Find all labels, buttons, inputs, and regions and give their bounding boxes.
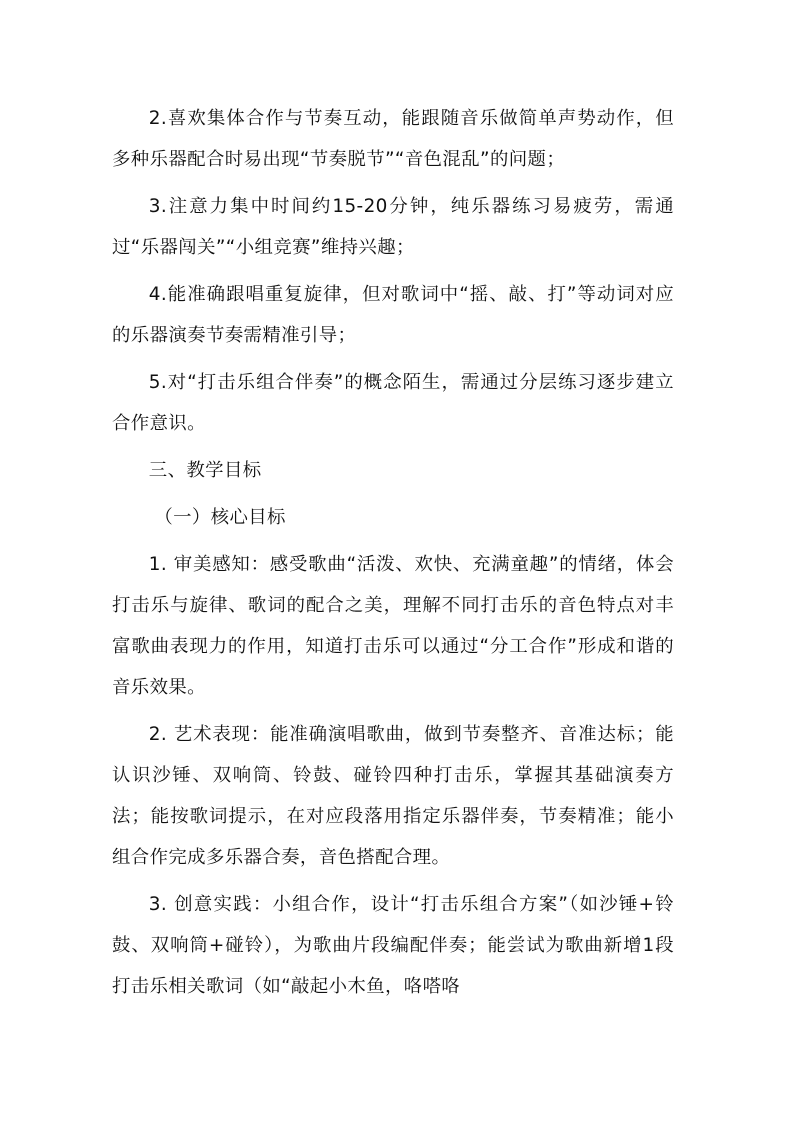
goal-aesthetic-perception: 1. 审美感知：感受歌曲“活泼、欢快、充满童趣”的情绪，体会打击乐与旋律、歌词的配合之美，理解不同打击乐的音色特点对丰富歌曲表现力的作用，知道打击乐可以通过“分工合作”形成和谐的音乐效果。 [112,554,674,698]
document-body [112,98,674,1013]
paragraph-student-trait-5: 5.对“打击乐组合伴奏”的概念陌生，需通过分层练习逐步建立合作意识。 [112,372,674,434]
paragraph-student-trait-3: 3.注意力集中时间约15-20分钟，纯乐器练习易疲劳，需通过“乐器闯关”“小组竞赛”维持兴趣； [112,196,674,258]
goal-artistic-expression: 2. 艺术表现：能准确演唱歌曲，做到节奏整齐、音准达标；能认识沙锤、双响筒、铃鼓、碰铃四种打击乐，掌握其基础演奏方法；能按歌词提示，在对应段落用指定乐器伴奏，节奏精准；能小组合作完成多乐器合奏，音色搭配合理。 [112,724,674,868]
section-heading: 三、教学目标 [148,460,262,481]
paragraph-student-trait-2: 2.喜欢集体合作与节奏互动，能跟随音乐做简单声势动作，但多种乐器配合时易出现“节奏脱节”“音色混乱”的问题； [112,108,674,170]
paragraph-student-trait-4: 4.能准确跟唱重复旋律，但对歌词中“摇、敲、打”等动词对应的乐器演奏节奏需精准引导； [112,284,674,346]
subsection-heading: （一）核心目标 [154,507,286,528]
goal-creative-practice: 3. 创意实践：小组合作，设计“打击乐组合方案”（如沙锤+铃鼓、双响筒+碰铃），为歌曲片段编配伴奏；能尝试为歌曲新增1段打击乐相关歌词（如“敲起小木鱼，咯嗒咯 [112,894,674,997]
